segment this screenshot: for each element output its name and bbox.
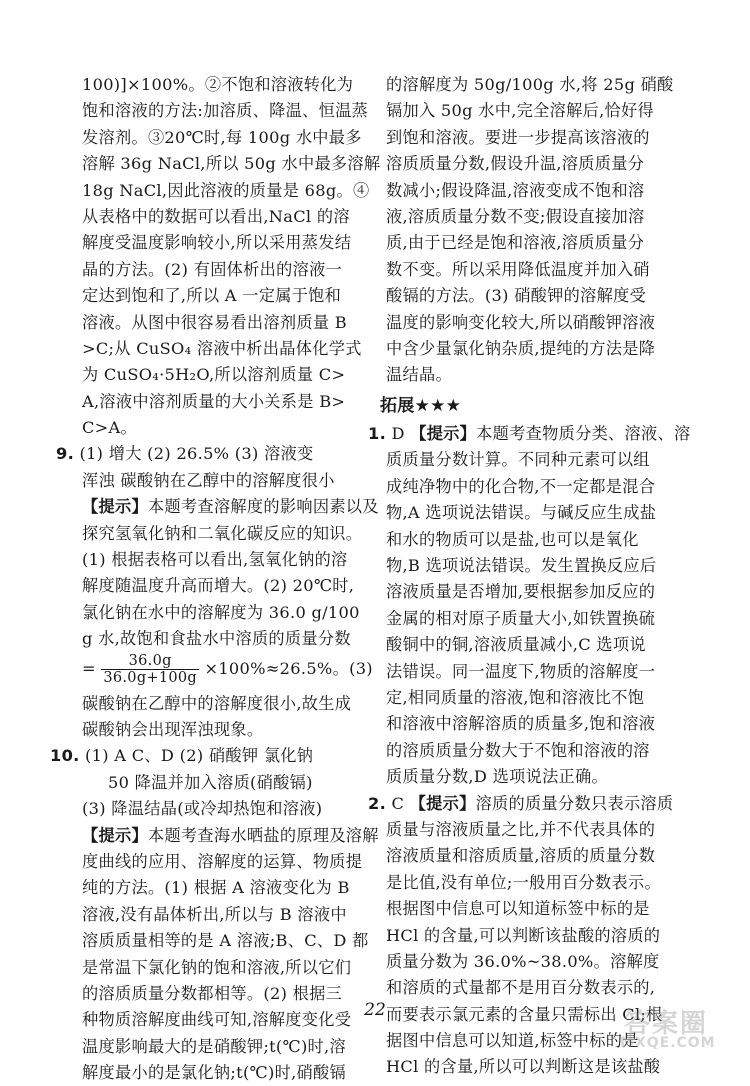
- answer-letter: C: [391, 793, 405, 813]
- question-10: [50, 743, 382, 1086]
- answer-letter: D: [391, 424, 405, 444]
- text-line: 晶的方法。(2) 有固体析出的溶液一: [82, 259, 343, 279]
- text-line: 饱和溶液的方法:加溶质、降温、恒温蒸: [82, 101, 369, 121]
- section-title: 拓展★★★: [380, 395, 462, 416]
- text-line: A,溶液中溶剂质量的大小关系是 B>: [82, 391, 346, 411]
- text-line: 的溶质质量分数都相等。(2) 根据三: [82, 983, 343, 1003]
- text-line: 为 CuSO₄·5H₂O,所以溶剂质量 C>: [82, 365, 346, 385]
- fraction-numerator: 36.0g: [101, 653, 199, 670]
- tip-text: 本题考查海水晒盐的原理及溶解: [147, 825, 379, 845]
- text-line: 温度影响最大的是硝酸钾;t(℃)时,溶: [82, 1036, 346, 1056]
- answer-text: 浑浊 碳酸钠在乙醇中的溶解度很小: [82, 470, 335, 490]
- tip-text: 本题考查溶解度的影响因素以及: [147, 497, 379, 517]
- right-top-paragraph: [386, 72, 716, 389]
- question-number: 9.: [56, 444, 75, 464]
- tip-text: 溶质的质量分数只表示溶质: [475, 793, 674, 813]
- tip-label: 【提示】: [410, 424, 477, 444]
- answer-text: 50 降温并加入溶质(硝酸镉): [108, 772, 313, 792]
- tip-label: 【提示】: [82, 825, 148, 845]
- text-line: 溶液,没有晶体析出,所以与 B 溶液中: [82, 904, 347, 924]
- watermark-url: MXQE.COM: [620, 1035, 716, 1051]
- tip-label: 【提示】: [409, 793, 476, 813]
- text-line: 金属的相对原子质量大小,如铁置换硫: [386, 608, 656, 628]
- text-line: 和溶质的式量都不是用百分数表示的,: [386, 978, 656, 998]
- text-line: 溶质质量分数,假设升温,溶质质量分: [386, 154, 645, 174]
- text-line: 温结晶。: [386, 365, 452, 385]
- text-line: 解度随温度升高而增大。(2) 20℃时,: [82, 576, 355, 596]
- question-9: [56, 441, 382, 743]
- text-line: 成纯净物中的化合物,不一定都是混合: [386, 476, 656, 496]
- text-line: 质量与溶液质量之比,并不代表具体的: [386, 819, 656, 839]
- text-line: 氯化钠在水中的溶解度为 36.0 g/100: [82, 602, 360, 622]
- text-line: 到饱和溶液。要进一步提高该溶液的: [386, 127, 650, 147]
- text-line: HCl 的含量,所以可以判断这是该盐酸: [386, 1057, 661, 1077]
- text-line: g 水,故饱和食盐水中溶质的质量分数: [82, 629, 351, 649]
- text-line: 镉加入 50g 水中,完全溶解后,恰好得: [386, 101, 654, 121]
- text-line: 度曲线的应用、溶解度的运算、物质提: [82, 851, 363, 871]
- text-line: 和溶液中溶解溶质的质量多,饱和溶液: [386, 714, 656, 734]
- text-line: 碳酸钠会出现浑浊现象。: [82, 719, 264, 739]
- text-line: 物,B 选项说法错误。发生置换反应后: [386, 556, 657, 576]
- text-line: 种物质溶解度曲线可知,溶解度变化受: [82, 1010, 352, 1030]
- text-line: 数减小;假设降温,溶液变成不饱和溶: [386, 180, 645, 200]
- text-line: 根据图中信息可以知道标签中标的是: [386, 899, 650, 919]
- text-line: 18g NaCl,因此溶液的质量是 68g。④: [82, 180, 370, 200]
- fraction: [101, 653, 199, 686]
- question-number: 2.: [368, 793, 387, 813]
- text-line: 中含少量氯化钠杂质,提纯的方法是降: [386, 338, 656, 358]
- text-line: 100)]×100%。②不饱和溶液转化为: [82, 75, 354, 94]
- text-line: 质质量分数,D 选项说法正确。: [386, 767, 609, 787]
- text-line: 数不变。所以采用降低温度并加入硝: [386, 259, 650, 279]
- text-line: 解度最小的是氯化钠;t(℃)时,硝酸镉: [82, 1063, 346, 1083]
- left-top-paragraph: [82, 72, 382, 441]
- text-line: 质,由于已经是饱和溶液,溶质质量分: [386, 233, 645, 253]
- text-line: 和水的物质可以是盐,也可以是氧化: [386, 529, 639, 549]
- question-number: 1.: [368, 424, 387, 444]
- text-line: (1) 根据表格可以看出,氢氧化钠的溶: [82, 550, 348, 570]
- text-line: 酸铜中的铜,溶液质量减小,C 选项说: [386, 635, 646, 655]
- left-column: [50, 72, 382, 1086]
- text-line: 碳酸钠在乙醇中的溶解度很小,故生成: [82, 693, 352, 713]
- text-line: 据图中信息可以知道,标签中标的是: [386, 1031, 639, 1051]
- text-line: 温度的影响变化较大,所以硝酸钾溶液: [386, 312, 656, 332]
- text-line: 的溶质质量分数大于不饱和溶液的溶: [386, 740, 650, 760]
- watermark-logo: [614, 1003, 732, 1051]
- formula-line: [82, 653, 382, 691]
- answer-text: (1) A C、D (2) 硝酸钾 氯化钠: [85, 746, 314, 766]
- text-line: C>A。: [82, 418, 138, 438]
- watermark-brand: 答案圈: [624, 1009, 709, 1039]
- text-line: 而要表示氯元素的含量只需标出 Cl;根: [386, 1004, 663, 1024]
- question-number: 10.: [50, 746, 80, 766]
- text-line: 溶液。从图中很容易看出溶剂质量 B: [82, 312, 347, 332]
- text-line: HCl 的含量,可以判断该盐酸的溶质的: [386, 925, 661, 945]
- text-line: 的溶解度为 50g/100g 水,将 25g 硝酸: [386, 75, 674, 94]
- text-line: 液,溶质质量分数不变;假设直接加溶: [386, 206, 645, 226]
- text-line: 酸镉的方法。(3) 硝酸钾的溶解度受: [386, 286, 647, 306]
- text-line: 溶液质量和溶质质量,溶质的质量分数: [386, 846, 656, 866]
- text-line: >C;从 CuSO₄ 溶液中析出晶体化学式: [82, 338, 362, 358]
- text-line: 定,相同质量的溶液,饱和溶液比不饱: [386, 687, 645, 707]
- page-number: 22: [364, 1000, 386, 1020]
- formula-suffix: ×100%≈26.5%。(3): [204, 658, 373, 678]
- text-line: 是比值,没有单位;一般用百分数表示。: [386, 872, 661, 892]
- text-line: 溶质质量相等的是 A 溶液;B、C、D 都: [82, 931, 369, 951]
- answer-text: (3) 降温结晶(或冷却热饱和溶液): [82, 799, 323, 819]
- text-line: 法错误。同一温度下,物质的溶解度一: [386, 661, 656, 681]
- text-line: 溶液质量是否增加,要根据参加反应的: [386, 582, 656, 602]
- text-line: 探究氢氧化钠和二氧化碳反应的知识。: [82, 523, 363, 543]
- tip-label: 【提示】: [82, 497, 148, 517]
- text-line: 物,A 选项说法错误。与碱反应生成盐: [386, 503, 657, 523]
- text-line: 发溶剂。③20℃时,每 100g 水中最多: [82, 127, 362, 147]
- text-line: 从表格中的数据可以看出,NaCl 的溶: [82, 206, 350, 226]
- text-line: 解度受温度影响较小,所以采用蒸发结: [82, 233, 352, 253]
- text-line: 质量分数为 36.0%~38.0%。溶解度: [386, 951, 660, 971]
- text-line: 质质量分数计算。不同种元素可以组: [386, 450, 650, 470]
- question-1: [368, 421, 716, 790]
- fraction-denominator: 36.0g+100g: [103, 669, 198, 686]
- formula-prefix: =: [82, 658, 96, 678]
- answer-text: (1) 增大 (2) 26.5% (3) 溶液变: [79, 444, 314, 464]
- text-line: 溶解 36g NaCl,所以 50g 水中最多溶解: [82, 154, 381, 174]
- text-line: 是常温下氯化钠的饱和溶液,所以它们: [82, 957, 352, 977]
- tip-text: 本题考查物质分类、溶液、溶: [476, 424, 691, 444]
- text-line: 定达到饱和了,所以 A 一定属于饱和: [82, 286, 342, 306]
- text-line: 纯的方法。(1) 根据 A 溶液变化为 B: [82, 878, 350, 898]
